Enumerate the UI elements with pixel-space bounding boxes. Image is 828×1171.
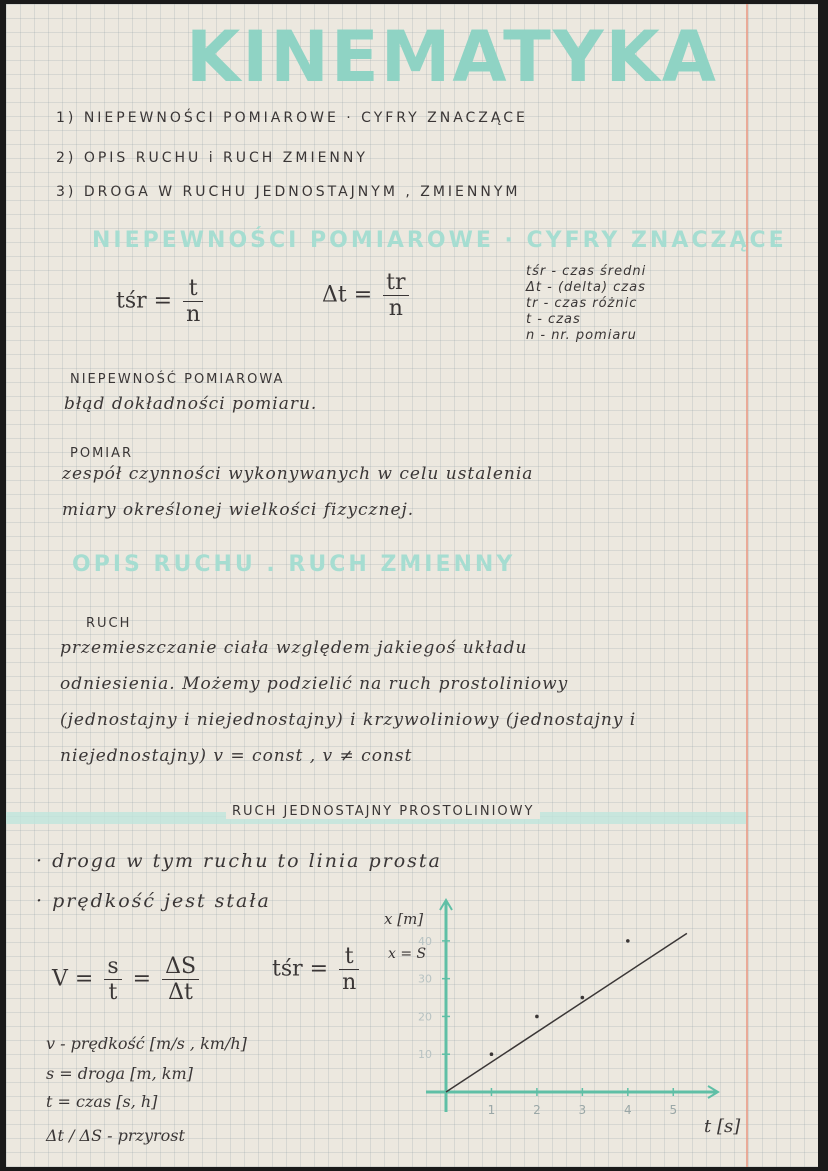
- symbol-legend: [526, 264, 646, 344]
- page-title: KINEMATYKA: [186, 16, 718, 98]
- section-heading-uniform-motion: RUCH JEDNOSTAJNY PROSTOLINIOWY: [226, 804, 540, 819]
- mean-time-lhs: tśr =: [272, 956, 329, 982]
- y-tick-label: 10: [418, 1048, 432, 1062]
- legend-line-1: tśr - czas średni: [526, 264, 647, 279]
- formula-dt-lhs: Δt =: [322, 282, 373, 308]
- formula-delta-t: [322, 270, 413, 321]
- mean-time-fraction: [339, 944, 359, 995]
- motion-def-line-3: (jednostajny i niejednostajny) i krzywoliniowy (jednostajny i: [60, 710, 637, 730]
- formula-tsr-numerator: t: [183, 276, 203, 302]
- uncertainty-definition: błąd dokładności pomiaru.: [64, 394, 318, 414]
- measurement-def-line-2: miary określonej wielkości fizycznej.: [62, 500, 415, 520]
- formula-tsr-fraction: [183, 276, 203, 327]
- definition-velocity: v - prędkość [m/s , km/h]: [46, 1034, 247, 1053]
- data-point: [535, 1015, 539, 1019]
- definition-distance: s = droga [m, km]: [46, 1064, 193, 1083]
- motion-def-line-1: przemieszczanie ciała względem jakiegoś układu: [60, 638, 528, 658]
- y-tick-label: 40: [418, 934, 432, 948]
- velocity-fraction-s-t: [104, 954, 121, 1005]
- y-tick-label: 30: [418, 972, 432, 986]
- margin-line: [746, 4, 748, 1167]
- motion-label: RUCH: [86, 616, 132, 631]
- velocity-den-dt: Δt: [168, 980, 193, 1005]
- section-heading-motion: OPIS RUCHU . RUCH ZMIENNY: [72, 552, 516, 577]
- legend-line-3: tr - czas różnic: [526, 296, 638, 311]
- formula-tsr-denominator: n: [186, 302, 201, 327]
- toc-item-2: 2) OPIS RUCHU i RUCH ZMIENNY: [56, 150, 368, 166]
- series-line: [446, 933, 687, 1092]
- definition-increment: Δt / ΔS - przyrost: [46, 1126, 185, 1145]
- motion-def-line-4: niejednostajny) v = const , v ≠ const: [60, 746, 413, 766]
- x-tick-label: 2: [533, 1103, 541, 1117]
- toc-item-3: 3) DROGA W RUCHU JEDNOSTAJNYM , ZMIENNYM: [56, 184, 521, 200]
- legend-line-4: t - czas: [526, 312, 581, 327]
- x-tick-label: 3: [578, 1103, 587, 1117]
- velocity-fraction-delta: [162, 954, 199, 1005]
- legend-line-5: n - nr. pomiaru: [526, 328, 637, 343]
- mean-time-num: t: [339, 944, 359, 970]
- velocity-lhs: V =: [52, 966, 94, 992]
- graph-annotation: x = S: [388, 946, 427, 962]
- formula-tsr-lhs: tśr =: [116, 288, 173, 314]
- x-axis-label: t [s]: [704, 1116, 741, 1137]
- x-tick-label: 1: [487, 1103, 496, 1117]
- formula-dt-denominator: n: [388, 296, 403, 321]
- motion-def-line-2: odniesienia. Możemy podzielić na ruch prostoliniowy: [60, 674, 569, 694]
- velocity-num-s: s: [104, 954, 121, 980]
- velocity-num-ds: ΔS: [162, 954, 199, 980]
- velocity-den-t: t: [108, 980, 118, 1005]
- x-tick-label: 5: [669, 1103, 678, 1117]
- measurement-label: POMIAR: [70, 446, 134, 461]
- formula-dt-fraction: [383, 270, 408, 321]
- formula-tsr: [116, 276, 207, 327]
- formula-dt-numerator: tr: [383, 270, 408, 296]
- notebook-page: [6, 4, 818, 1167]
- velocity-formula: [52, 954, 203, 1005]
- data-point: [626, 939, 630, 943]
- mean-time-formula: [272, 944, 363, 995]
- toc-item-1: 1) NIEPEWNOŚCI POMIAROWE · CYFRY ZNACZĄCE: [56, 110, 528, 126]
- data-point: [490, 1052, 494, 1056]
- legend-line-2: Δt - (delta) czas: [526, 280, 646, 295]
- bullet-straight-line: · droga w tym ruchu to linia prosta: [36, 850, 442, 872]
- data-point: [581, 996, 585, 1000]
- x-tick-label: 4: [623, 1103, 632, 1117]
- y-axis-label: x [m]: [384, 910, 424, 928]
- section-heading-uncertainty: NIEPEWNOŚCI POMIAROWE · CYFRY ZNACZĄCE: [92, 228, 787, 253]
- definition-time: t = czas [s, h]: [46, 1092, 158, 1111]
- measurement-def-line-1: zespół czynności wykonywanych w celu ustalenia: [62, 464, 534, 484]
- uncertainty-label: NIEPEWNOŚĆ POMIAROWA: [70, 372, 285, 387]
- y-tick-label: 20: [418, 1010, 432, 1024]
- mean-time-den: n: [342, 970, 357, 995]
- velocity-equals: =: [132, 966, 152, 992]
- bullet-constant-speed: · prędkość jest stała: [36, 890, 271, 912]
- position-time-graph: [376, 892, 741, 1152]
